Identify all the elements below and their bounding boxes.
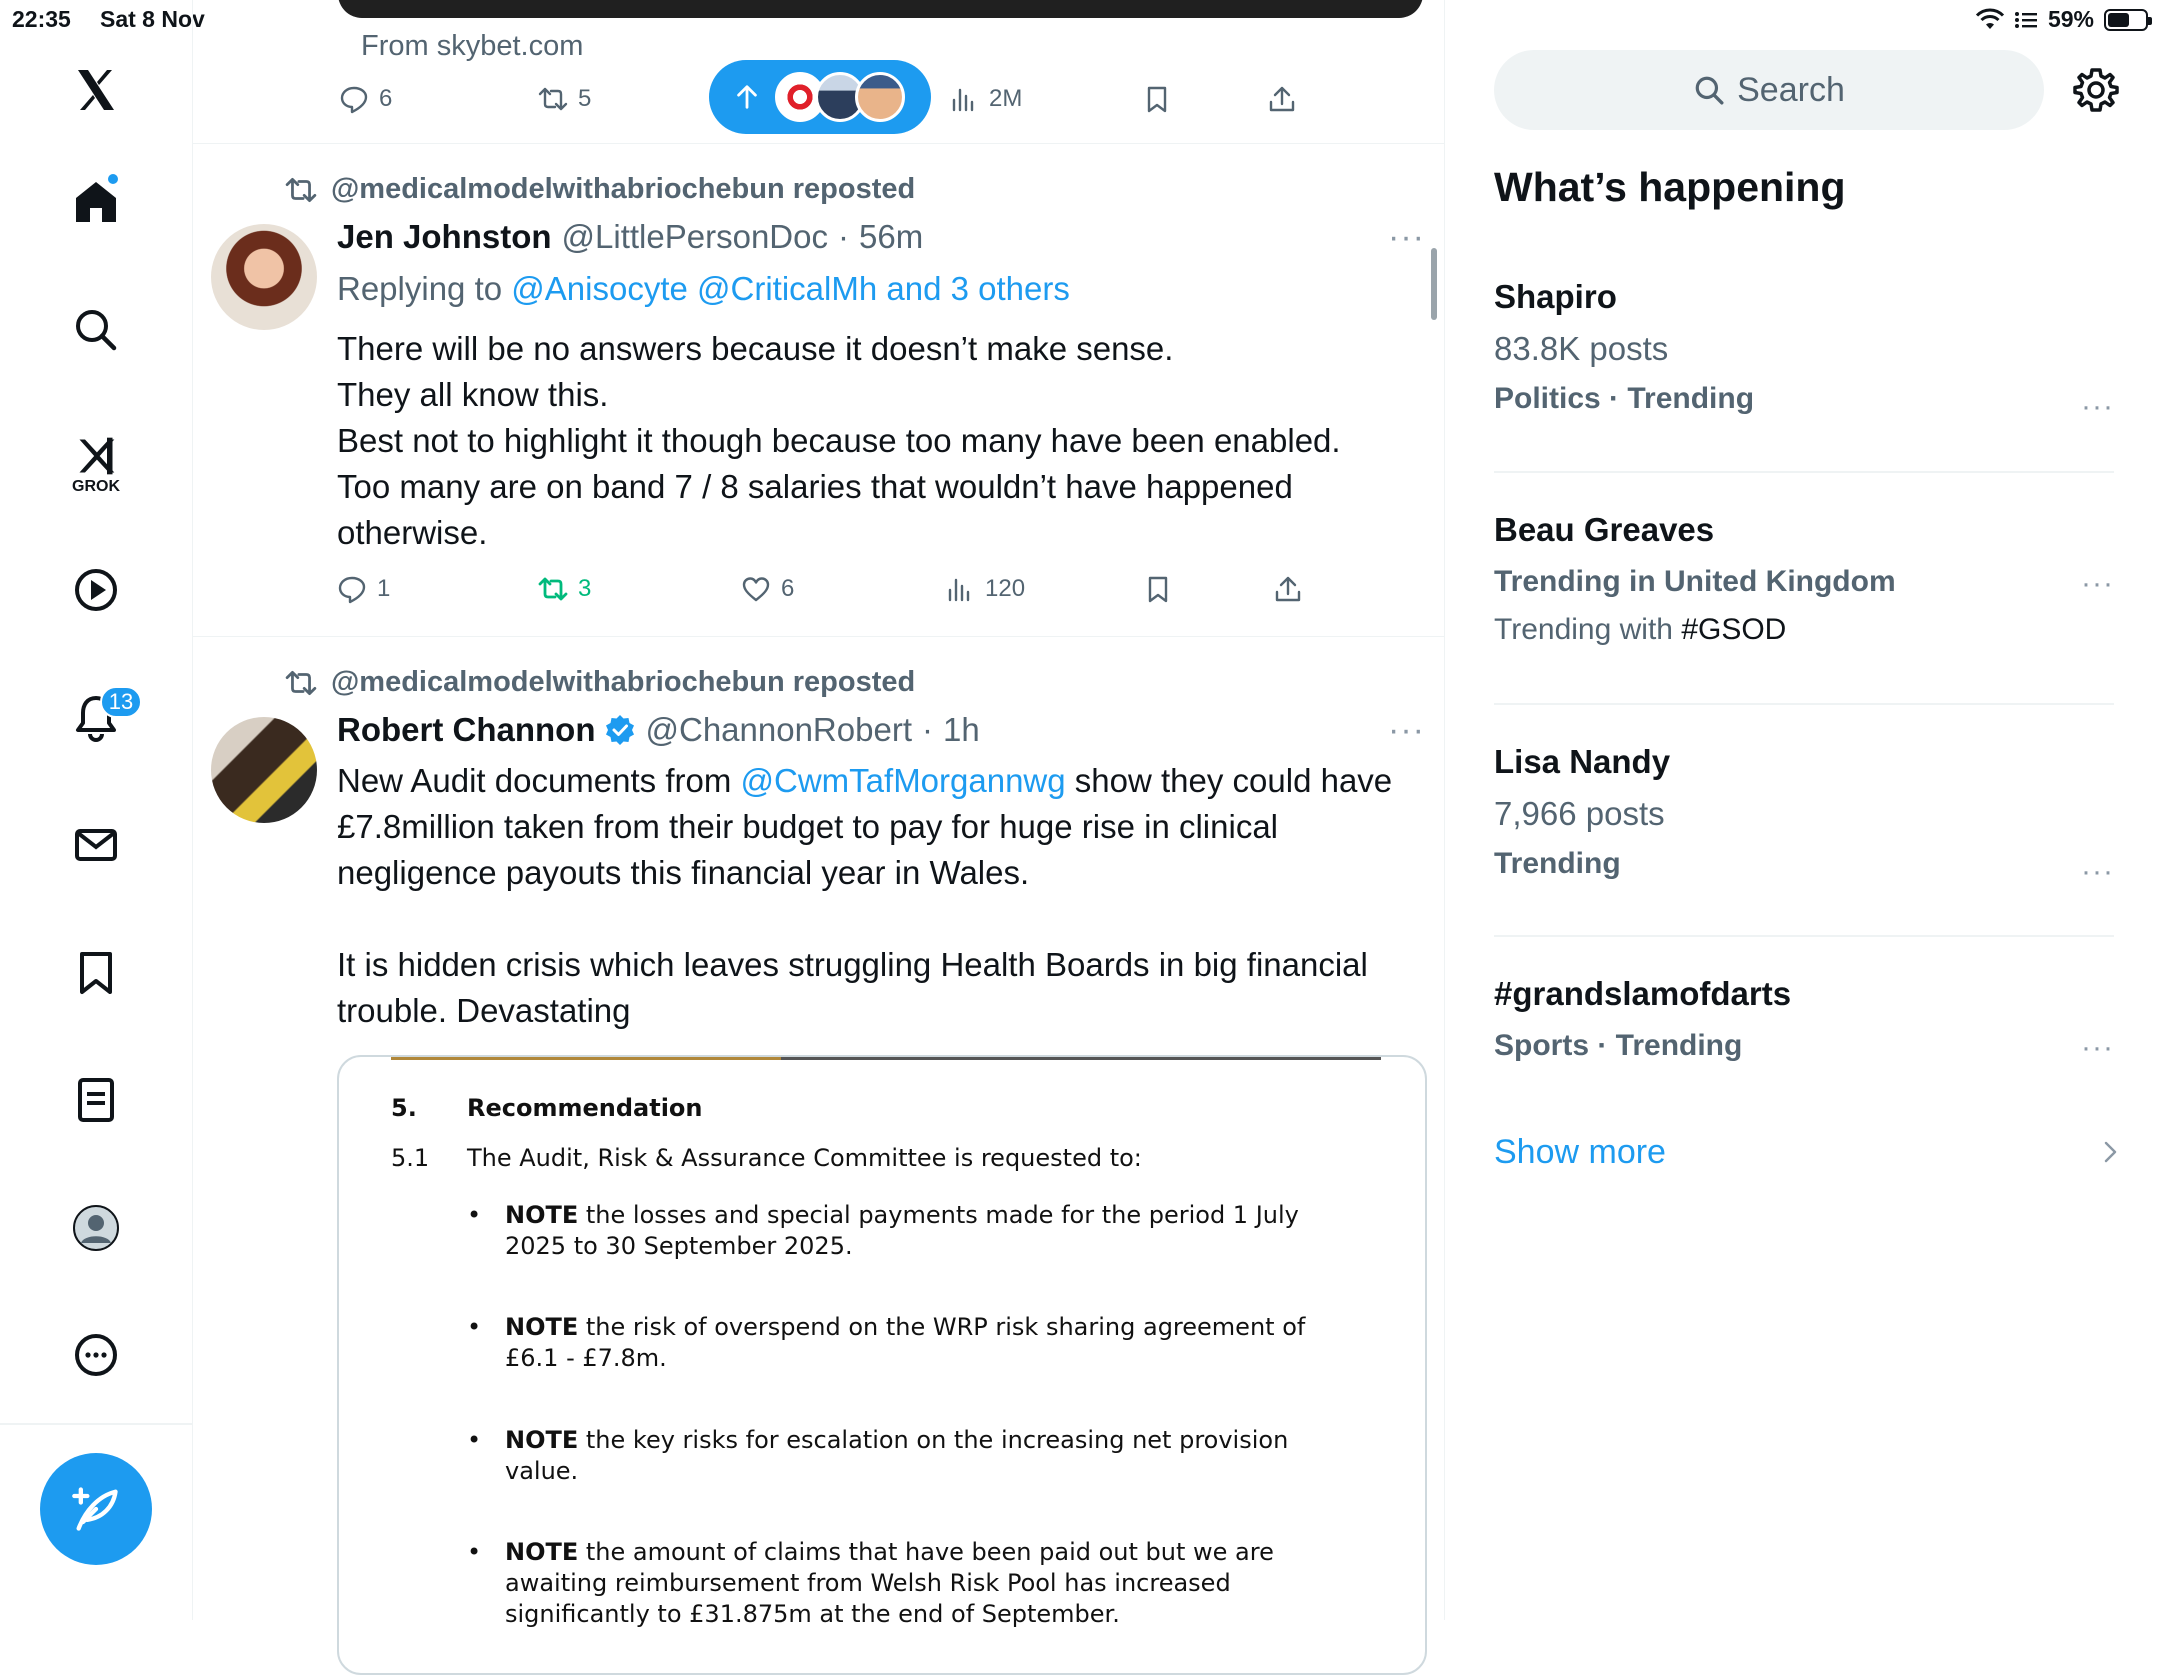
more-icon[interactable] bbox=[66, 1325, 126, 1385]
doc-bullet bbox=[467, 1425, 1347, 1487]
replying-prefix: Replying to bbox=[337, 270, 503, 307]
trend-category: Trending bbox=[1494, 847, 1621, 880]
repost-count: 3 bbox=[578, 575, 592, 602]
whats-happening-title: What’s happening bbox=[1494, 164, 1846, 210]
timeline bbox=[193, 0, 1445, 1628]
tweet-time[interactable]: 56m bbox=[858, 218, 924, 255]
tweet-header bbox=[337, 218, 923, 256]
doc-subsection-text: The Audit, Risk & Assurance Committee is requested to: bbox=[467, 1144, 1142, 1172]
compose-button[interactable] bbox=[40, 1453, 152, 1565]
tweet-line: They all know this. bbox=[337, 376, 609, 413]
like-button[interactable] bbox=[741, 574, 794, 604]
trend-more-icon[interactable]: ··· bbox=[2081, 567, 2114, 600]
status-time: 22:35 bbox=[12, 6, 71, 32]
trend-item[interactable] bbox=[1494, 975, 2114, 1085]
doc-bullet-text: the risk of overspend on the WRP risk sharing agreement of £6.1 - £7.8m. bbox=[505, 1313, 1306, 1372]
doc-bullet bbox=[467, 1200, 1347, 1262]
tweet-line: Too many are on band 7 / 8 salaries that wouldn’t have happened otherwise. bbox=[337, 468, 1293, 551]
repost-context[interactable] bbox=[285, 173, 915, 206]
trend-post-count: 7,966 posts bbox=[1494, 795, 1665, 832]
dot-separator: · bbox=[837, 218, 849, 255]
right-sidebar bbox=[1446, 0, 2160, 1620]
doc-bullet-bold: NOTE bbox=[505, 1201, 579, 1229]
arrow-up-icon bbox=[733, 83, 761, 111]
new-posts-pill[interactable] bbox=[709, 60, 931, 134]
doc-section-number: 5. bbox=[391, 1094, 417, 1122]
tweet-text-part: New Audit documents from bbox=[337, 762, 741, 799]
trend-divider bbox=[1494, 703, 2114, 705]
trend-category: Trending in United Kingdom bbox=[1494, 565, 1896, 598]
doc-bullet bbox=[467, 1537, 1347, 1630]
tweet-text bbox=[337, 758, 1407, 1034]
views-button[interactable] bbox=[945, 574, 1025, 604]
trend-item[interactable] bbox=[1494, 743, 2114, 903]
promo-repost-count: 5 bbox=[578, 85, 592, 112]
repost-icon bbox=[538, 84, 568, 114]
trend-more-icon[interactable]: ··· bbox=[2081, 1031, 2114, 1064]
views-count: 120 bbox=[985, 575, 1026, 602]
pill-avatar-3 bbox=[855, 72, 905, 122]
trend-category: Sports · Trending bbox=[1494, 1029, 1743, 1062]
doc-bullet bbox=[467, 1312, 1347, 1374]
promo-source[interactable]: From skybet.com bbox=[361, 30, 584, 62]
trend-name: Lisa Nandy bbox=[1494, 743, 1671, 780]
replying-to-users[interactable]: @Anisocyte @CriticalMh and 3 others bbox=[511, 270, 1070, 307]
left-nav bbox=[0, 0, 193, 1620]
battery-percent: 59% bbox=[2047, 6, 2094, 32]
repost-icon bbox=[285, 667, 317, 699]
avatar[interactable] bbox=[211, 717, 317, 823]
heart-icon bbox=[741, 574, 771, 604]
promo-image[interactable] bbox=[338, 0, 1423, 18]
reply-button[interactable] bbox=[337, 574, 390, 604]
compose-feather-icon bbox=[70, 1483, 122, 1535]
search-icon bbox=[1693, 74, 1725, 106]
tweet-text bbox=[337, 326, 1407, 556]
promo-views-button[interactable] bbox=[949, 84, 1022, 114]
verified-badge-icon bbox=[605, 715, 635, 745]
avatar[interactable] bbox=[211, 224, 317, 330]
reply-icon bbox=[339, 84, 369, 114]
repost-by: @medicalmodelwithabriochebun reposted bbox=[331, 666, 916, 698]
reply-count: 1 bbox=[377, 575, 391, 602]
attached-document-image[interactable] bbox=[337, 1055, 1427, 1675]
author-name[interactable]: Jen Johnston bbox=[337, 218, 552, 255]
lists-icon[interactable] bbox=[66, 1070, 126, 1130]
carousel-dots bbox=[1203, 0, 1234, 2]
trend-item[interactable] bbox=[1494, 511, 2114, 671]
more-options-icon[interactable]: ··· bbox=[1388, 711, 1425, 749]
tweet-line: There will be no answers because it doesn’t make sense. bbox=[337, 330, 1174, 367]
status-date: Sat 8 Nov bbox=[100, 6, 205, 32]
search-icon[interactable] bbox=[66, 300, 126, 360]
repost-icon bbox=[285, 174, 317, 206]
post-divider bbox=[193, 143, 1445, 144]
trend-context bbox=[1494, 613, 2114, 647]
views-icon bbox=[945, 574, 975, 604]
trend-name: Beau Greaves bbox=[1494, 511, 1715, 548]
mention-link[interactable]: @CwmTafMorgannwg bbox=[740, 762, 1066, 799]
profile-icon[interactable] bbox=[66, 1198, 126, 1258]
views-icon bbox=[949, 84, 979, 114]
share-icon bbox=[1267, 84, 1297, 114]
trend-name: #grandslamofdarts bbox=[1494, 975, 1792, 1012]
share-icon bbox=[1273, 574, 1303, 604]
trend-divider bbox=[1494, 935, 2114, 937]
search-bar[interactable] bbox=[1494, 50, 2044, 130]
grok-icon[interactable] bbox=[66, 425, 126, 505]
show-more-link[interactable]: Show more bbox=[1494, 1133, 1666, 1171]
search-placeholder: Search bbox=[1737, 70, 1845, 109]
trend-divider bbox=[1494, 471, 2114, 473]
reply-icon bbox=[337, 574, 367, 604]
doc-bullet-text: the amount of claims that have been paid out but we are awaiting reimbursement from Welsh Risk Pool has increased significantly to £31.875m at the end of September. bbox=[505, 1538, 1274, 1628]
video-icon[interactable] bbox=[66, 560, 126, 620]
x-logo-icon[interactable] bbox=[66, 60, 126, 120]
author-handle[interactable]: @LittlePersonDoc bbox=[561, 218, 828, 255]
tweet-line: Best not to highlight it though because too many have been enabled. bbox=[337, 422, 1341, 459]
promo-reply-count: 6 bbox=[379, 85, 393, 112]
promo-repost-button[interactable] bbox=[538, 84, 591, 114]
scrollbar-thumb[interactable] bbox=[1431, 248, 1437, 320]
grok-label: GROK bbox=[72, 478, 120, 495]
bookmark-button[interactable] bbox=[1143, 574, 1173, 604]
nav-divider bbox=[0, 1423, 193, 1425]
tweet-paragraph-2: It is hidden crisis which leaves struggling Health Boards in big financial trouble. Devastating bbox=[337, 946, 1368, 1029]
bookmark-icon bbox=[1142, 84, 1172, 114]
trend-context-prefix: Trending with bbox=[1494, 613, 1682, 646]
bookmark-icon bbox=[1143, 574, 1173, 604]
trend-category: Politics · Trending bbox=[1494, 382, 1755, 415]
settings-gear-icon[interactable] bbox=[2072, 66, 2120, 114]
repost-context[interactable] bbox=[285, 666, 915, 699]
promo-share-button[interactable] bbox=[1267, 84, 1297, 114]
trend-more-icon[interactable]: ··· bbox=[2081, 855, 2114, 888]
promo-views-count: 2M bbox=[989, 85, 1023, 112]
doc-bullet-text: the losses and special payments made for the period 1 July 2025 to 30 September 2025. bbox=[505, 1201, 1299, 1260]
more-options-icon[interactable]: ··· bbox=[1388, 218, 1425, 256]
trend-name: Shapiro bbox=[1494, 278, 1617, 315]
replying-to bbox=[337, 270, 1070, 308]
promo-bookmark-button[interactable] bbox=[1142, 84, 1172, 114]
promo-reply-button[interactable] bbox=[339, 84, 392, 114]
messages-icon[interactable] bbox=[66, 815, 126, 875]
tweet-text-part: show they could have £7.8million taken from their budget to pay for huge rise in clinical negligence payouts this financial year in Wales. bbox=[337, 762, 1393, 891]
chevron-right-icon bbox=[2096, 1138, 2124, 1166]
author-handle[interactable]: @ChannonRobert bbox=[645, 711, 912, 748]
notifications-badge: 13 bbox=[100, 686, 142, 718]
home-unread-dot bbox=[106, 172, 120, 186]
doc-bullet-bold: NOTE bbox=[505, 1538, 579, 1566]
tweet-header bbox=[337, 711, 980, 749]
doc-top-rule bbox=[391, 1057, 1381, 1060]
trend-post-count: 83.8K posts bbox=[1494, 330, 1669, 367]
bookmarks-icon[interactable] bbox=[66, 943, 126, 1003]
dot-separator: · bbox=[921, 711, 933, 748]
tweet-time[interactable]: 1h bbox=[942, 711, 980, 748]
like-count: 6 bbox=[781, 575, 795, 602]
doc-bullet-text: the key risks for escalation on the increasing net provision value. bbox=[505, 1426, 1289, 1485]
repost-by: @medicalmodelwithabriochebun reposted bbox=[331, 173, 916, 205]
doc-bullet-bold: NOTE bbox=[505, 1313, 579, 1341]
trend-item[interactable] bbox=[1494, 278, 2114, 438]
tweet-paragraph-1 bbox=[337, 758, 1407, 896]
share-button[interactable] bbox=[1273, 574, 1303, 604]
doc-bullet-bold: NOTE bbox=[505, 1426, 579, 1454]
trend-hashtag[interactable]: #GSOD bbox=[1681, 613, 1787, 646]
doc-subsection-number: 5.1 bbox=[391, 1144, 430, 1172]
author-name[interactable]: Robert Channon bbox=[337, 711, 596, 748]
trend-more-icon[interactable]: ··· bbox=[2081, 390, 2114, 423]
repost-button[interactable] bbox=[538, 574, 591, 604]
repost-icon bbox=[538, 574, 568, 604]
post-divider bbox=[193, 636, 1445, 637]
doc-section-heading: Recommendation bbox=[467, 1094, 703, 1122]
